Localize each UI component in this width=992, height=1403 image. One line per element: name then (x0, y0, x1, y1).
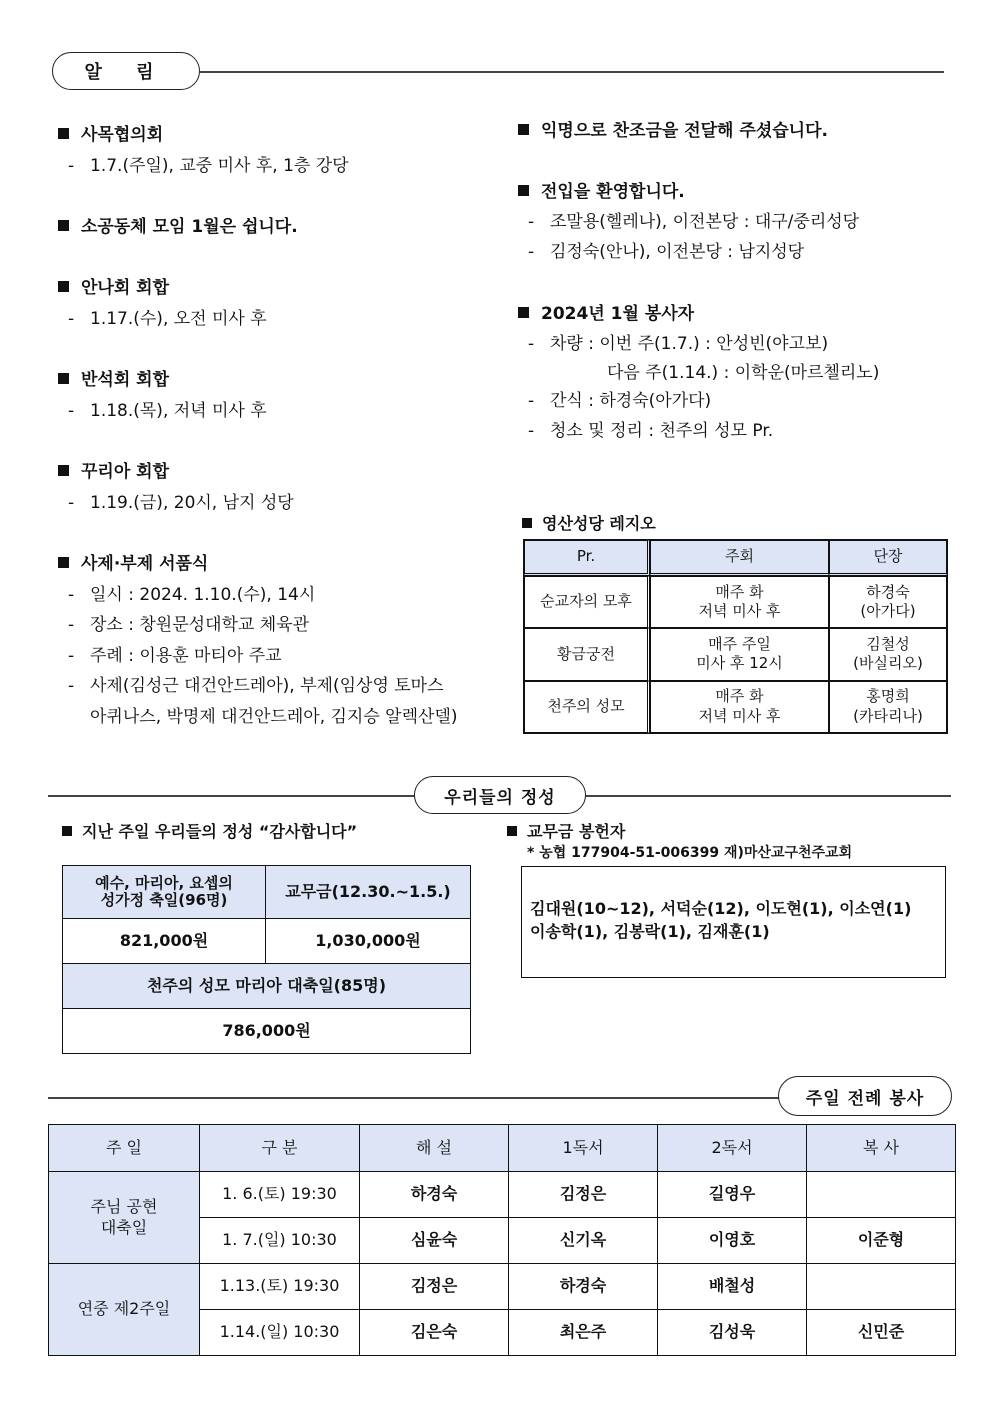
liturgy-table (48, 1124, 956, 1356)
offering-table: 예수, 마리아, 요셉의 성가정 축일(96명) 교무금(12.30.~1.5.) 821,000원 1,030,000원 천주의 성모 마리아 대축일(85명) 786,000원 (62, 865, 471, 1054)
notice-header-line (200, 71, 944, 73)
notice-item-title: 2024년 1월 봉사자 (518, 299, 694, 324)
notice-item-line: - 1.17.(수), 오전 미사 후 (68, 309, 267, 329)
offering-left-title: 지난 주일 우리들의 정성 “감사합니다” (62, 819, 357, 842)
liturgy-row: 1. 7.(일) 10:30 심윤숙 신기옥 이영호 이준형 (49, 1218, 956, 1264)
legio-header-leader: 단장 (829, 540, 947, 576)
liturgy-row: 주님 공현 대축일 1. 6.(토) 19:30 하경숙 김정은 길영우 (49, 1172, 956, 1218)
donor-title: 교무금 봉헌자 (507, 819, 625, 842)
notice-item-line: 다음 주(1.14.) : 이학운(마르첼리노) (607, 363, 880, 383)
square-bullet-icon (58, 281, 69, 292)
notice-item-title: 전입을 환영합니다. (518, 177, 685, 202)
notice-item-title: 안나회 회합 (58, 273, 169, 298)
notice-item-title: 사제·부제 서품식 (58, 549, 208, 574)
square-bullet-icon (522, 518, 532, 528)
liturgy-header-server: 복 사 (807, 1125, 956, 1172)
legio-row: 황금궁전 매주 주일 미사 후 12시 김철성 (바실리오) (524, 628, 947, 680)
liturgy-header-reading1: 1독서 (509, 1125, 658, 1172)
offering-value: 786,000원 (63, 1009, 471, 1054)
liturgy-header-reading2: 2독서 (658, 1125, 807, 1172)
notice-item-title: 익명으로 찬조금을 전달해 주셨습니다. (518, 116, 828, 141)
notice-item-line: - 사제(김성근 대건안드레아), 부제(임상영 토마스 (68, 676, 444, 696)
square-bullet-icon (58, 220, 69, 231)
offering-value: 1,030,000원 (266, 919, 471, 964)
square-bullet-icon (58, 128, 69, 139)
notice-item-line: - 1.7.(주일), 교중 미사 후, 1층 강당 (68, 156, 349, 176)
notice-title-text: 알 림 (84, 62, 168, 83)
legio-title: 영산성당 레지오 (522, 511, 656, 534)
notice-item-title: 소공동체 모임 1월은 쉽니다. (58, 212, 298, 237)
notice-item-line: - 간식 : 하경숙(아가다) (528, 391, 712, 411)
square-bullet-icon (58, 373, 69, 384)
liturgy-header-line (48, 1097, 780, 1099)
square-bullet-icon (518, 185, 529, 196)
notice-item-line: - 장소 : 창원문성대학교 체육관 (68, 615, 310, 635)
notice-item-title: 반석회 회합 (58, 365, 169, 390)
legio-table (523, 539, 948, 734)
notice-section-title (52, 52, 200, 90)
notice-item-line: - 1.18.(목), 저녁 미사 후 (68, 401, 267, 421)
liturgy-row: 연중 제2주일 1.13.(토) 19:30 김정은 하경숙 배철성 (49, 1264, 956, 1310)
legio-row: 천주의 성모 매주 화 저녁 미사 후 홍명희 (카타리나) (524, 681, 947, 733)
notice-item-line: - 청소 및 정리 : 천주의 성모 Pr. (528, 421, 774, 441)
square-bullet-icon (518, 124, 529, 135)
offering-value: 821,000원 (63, 919, 266, 964)
notice-item-line: - 주례 : 이용훈 마티아 주교 (68, 646, 282, 666)
legio-header-meeting: 주회 (650, 540, 829, 576)
liturgy-header-category: 구 분 (200, 1125, 360, 1172)
offering-section-title: 우리들의 정성 (414, 776, 586, 814)
notice-item-line: - 김정숙(안나), 이전본당 : 남지성당 (528, 242, 805, 262)
liturgy-header-commentary: 해 설 (360, 1125, 509, 1172)
notice-item-title: 꾸리아 회합 (58, 457, 169, 482)
notice-item-line: - 1.19.(금), 20시, 남지 성당 (68, 493, 294, 513)
notice-item-line: - 차량 : 이번 주(1.7.) : 안성빈(야고보) (528, 334, 829, 354)
legio-header-pr: Pr. (524, 540, 650, 576)
account-info: * 농협 177904-51-006399 재)마산교구천주교회 (527, 845, 853, 861)
notice-item-title: 사목협의회 (58, 120, 163, 145)
square-bullet-icon (58, 465, 69, 476)
legio-row: 순교자의 모후 매주 화 저녁 미사 후 하경숙 (아가다) (524, 576, 947, 628)
notice-item-line: - 일시 : 2024. 1.10.(수), 14시 (68, 585, 316, 605)
liturgy-row: 1.14.(일) 10:30 김은숙 최은주 김성욱 신민준 (49, 1310, 956, 1356)
square-bullet-icon (62, 826, 72, 836)
donor-box: 김대원(10~12), 서덕순(12), 이도현(1), 이소연(1) 이송학(1), 김봉락(1), 김재훈(1) (521, 866, 946, 978)
square-bullet-icon (58, 557, 69, 568)
notice-item-line: 아퀴나스, 박명제 대건안드레아, 김지승 알렉산델) (90, 707, 458, 727)
square-bullet-icon (507, 826, 517, 836)
notice-item-line: - 조말용(헬레나), 이전본당 : 대구/중리성당 (528, 212, 860, 232)
liturgy-section-title: 주일 전례 봉사 (778, 1076, 952, 1116)
liturgy-header-sunday: 주 일 (49, 1125, 200, 1172)
square-bullet-icon (518, 307, 529, 318)
